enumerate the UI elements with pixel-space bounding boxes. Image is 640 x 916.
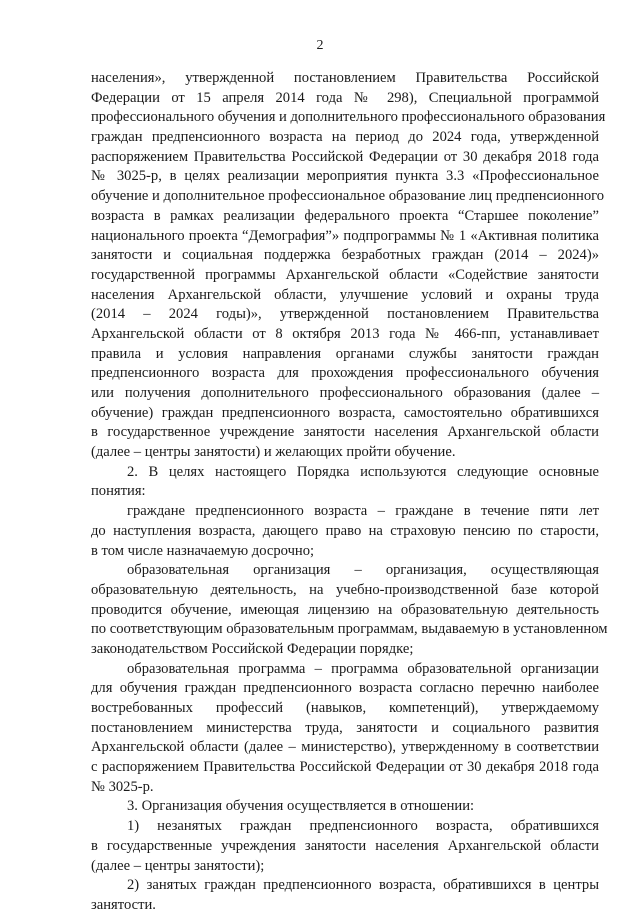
- text-line: (далее – центры занятости);: [91, 857, 265, 874]
- text-line: распоряжением Правительства Российской Федерации от 30 декабря 2018 года: [91, 148, 599, 165]
- text-line: возраста в рамках реализации федерального проекта “Старшее поколение”: [91, 207, 599, 224]
- page-number: 2: [316, 38, 324, 53]
- text-line: профессионального обучения и дополнительного профессионального образования: [91, 109, 606, 126]
- text-line: в том числе назначаемую досрочно;: [91, 542, 315, 559]
- text-line: востребованных профессий (навыков, компетенций), утверждаемому: [91, 700, 599, 716]
- text-line: предпенсионного возраста для прохождения профессионального обучения: [91, 365, 599, 382]
- text-line: по соответствующим образовательным программам, выдаваемую в установленном: [91, 621, 608, 638]
- text-line: № 3025-р.: [91, 778, 154, 795]
- text-line: образовательную деятельность, на учебно-производственной базе которой: [91, 581, 599, 598]
- text-line: граждане предпенсионного возраста – граждане в течение пяти лет: [127, 503, 599, 520]
- text-line: национального проекта “Демография”» подпрограммы № 1 «Активная политика: [91, 227, 599, 244]
- text-line: образовательная программа – программа образовательной организации: [127, 660, 599, 677]
- text-line: в государственные учреждения занятости населения Архангельской области: [91, 837, 599, 854]
- text-line: до наступления возраста, дающего право на страховую пенсию по старости,: [91, 522, 599, 539]
- text-line: законодательством Российской Федерации порядке;: [91, 640, 414, 657]
- document-body: [91, 69, 608, 916]
- text-line: или получения дополнительного профессионального образования (далее –: [91, 385, 599, 401]
- text-line: 2) занятых граждан предпенсионного возраста, обратившихся в центры: [127, 877, 599, 894]
- text-line: образовательная организация – организация, осуществляющая: [127, 562, 599, 579]
- text-line: в государственное учреждение занятости населения Архангельской области: [91, 424, 599, 441]
- text-line: занятости и социальная поддержка безработных граждан (2014 – 2024)»: [91, 247, 599, 264]
- text-line: 3. Организация обучения осуществляется в отношении:: [127, 798, 475, 815]
- text-line: Федерации от 15 апреля 2014 года № 298), Специальной программой: [91, 89, 599, 106]
- text-line: № 3025-р, в целях реализации мероприятия пункта 3.3 «Профессиональное: [91, 168, 599, 185]
- text-line: 2. В целях настоящего Порядка используются следующие основные: [127, 463, 599, 480]
- text-line: занятости.: [91, 896, 156, 913]
- text-line: обучение и дополнительное профессиональное образование лиц предпенсионного: [91, 188, 605, 205]
- text-line: понятия:: [91, 483, 146, 500]
- text-line: государственной программы Архангельской области «Содействие занятости: [91, 266, 599, 283]
- text-line: Архангельской области (далее – министерство), утвержденному в соответствии: [91, 739, 599, 756]
- text-line: населения Архангельской области, улучшение условий и охраны труда: [91, 286, 599, 303]
- text-line: 1) незанятых граждан предпенсионного возраста, обратившихся: [127, 818, 599, 835]
- text-line: правила и условия направления органами службы занятости граждан: [91, 345, 599, 362]
- text-line: (2014 – 2024 годы)», утвержденной постановлением Правительства: [91, 306, 599, 323]
- text-line: проводится обучение, имеющая лицензию на образовательную деятельность: [91, 601, 599, 618]
- text-line: Архангельской области от 8 октября 2013 года № 466-пп, устанавливает: [91, 325, 599, 342]
- text-line: с распоряжением Правительства Российской Федерации от 30 декабря 2018 года: [91, 759, 599, 776]
- text-line: населения», утвержденной постановлением Правительства Российской: [91, 70, 599, 86]
- text-line: обучение) граждан предпенсионного возраста, самостоятельно обратившихся: [91, 404, 599, 421]
- text-line: граждан предпенсионного возраста на период до 2024 года, утвержденной: [91, 129, 599, 146]
- text-line: постановлением министерства труда, занятости и социального развития: [91, 719, 599, 736]
- text-line: для обучения граждан предпенсионного возраста согласно перечню наиболее: [91, 680, 599, 697]
- text-line: (далее – центры занятости) и желающих пройти обучение.: [91, 444, 456, 461]
